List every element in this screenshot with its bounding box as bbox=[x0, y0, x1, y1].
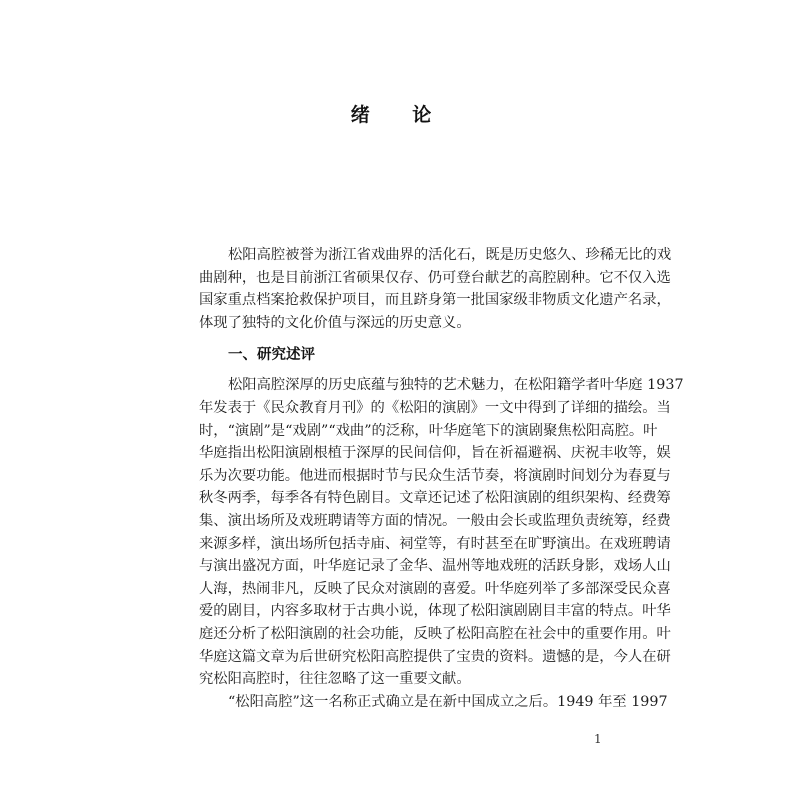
text-line: 与演出盛况方面，叶华庭记录了金华、温州等地戏班的活跃身影，戏场人山 bbox=[199, 558, 671, 575]
text-line: 庭还分析了松阳演剧的社会功能，反映了松阳高腔在社会中的重要作用。叶 bbox=[199, 625, 671, 642]
text-line: 松阳高腔被誉为浙江省戏曲界的活化石，既是历史悠久、珍稀无比的戏 bbox=[228, 247, 672, 263]
text-line: 人海，热闹非凡，反映了民众对演剧的喜爱。叶华庭列举了多部深受民众喜 bbox=[199, 580, 671, 597]
text-line: 年发表于《民众教育月刊》的《松阳的演剧》一文中得到了详细的描绘。当 bbox=[199, 399, 671, 416]
text-line: 集、演出场所及戏班聘请等方面的情况。一般由会长或监理负责统筹，经费 bbox=[199, 512, 671, 529]
intro-paragraph bbox=[199, 244, 672, 334]
text-line: 国家重点档案抢救保护项目，而且跻身第一批国家级非物质文化遗产名录， bbox=[199, 292, 671, 309]
text-line: 爱的剧目，内容多取材于古典小说，体现了松阳演剧剧目丰富的特点。叶华 bbox=[199, 603, 671, 620]
chapter-title: 绪 论 bbox=[350, 104, 450, 126]
section-heading: 一、研究述评 bbox=[228, 347, 315, 364]
text-line: 秋冬两季，每季各有特色剧目。文章还记述了松阳演剧的组织架构、经费筹 bbox=[199, 490, 671, 507]
section-paragraph bbox=[199, 691, 668, 714]
text-line: 松阳高腔深厚的历史底蕴与独特的艺术魅力，在松阳籍学者叶华庭 1937 bbox=[228, 377, 684, 394]
text-line: 体现了独特的文化价值与深远的历史意义。 bbox=[199, 314, 471, 331]
body-text bbox=[199, 244, 684, 713]
text-line: 华庭指出松阳演剧根植于深厚的民间信仰，旨在祈福避祸、庆祝丰收等，娱 bbox=[199, 445, 671, 462]
text-line: 时，“演剧”是“戏剧”“戏曲”的泛称，叶华庭笔下的演剧聚焦松阳高腔。叶 bbox=[199, 422, 658, 439]
page-number: 1 bbox=[594, 732, 602, 746]
text-line: 曲剧种，也是目前浙江省硕果仅存、仍可登台献艺的高腔剧种。它不仅入选 bbox=[199, 269, 671, 286]
section-paragraph bbox=[199, 374, 684, 690]
text-line: 乐为次要功能。他进而根据时节与民众生活节奏，将演剧时间划分为春夏与 bbox=[199, 467, 671, 484]
text-line: 华庭这篇文章为后世研究松阳高腔提供了宝贵的资料。遗憾的是，今人在研 bbox=[199, 648, 671, 665]
text-line: 来源多样，演出场所包括寺庙、祠堂等，有时甚至在旷野演出。在戏班聘请 bbox=[199, 535, 671, 552]
text-line: 究松阳高腔时，往往忽略了这一重要文献。 bbox=[199, 671, 471, 688]
text-line: “松阳高腔”这一名称正式确立是在新中国成立之后。1949 年至 1997 bbox=[228, 693, 668, 710]
